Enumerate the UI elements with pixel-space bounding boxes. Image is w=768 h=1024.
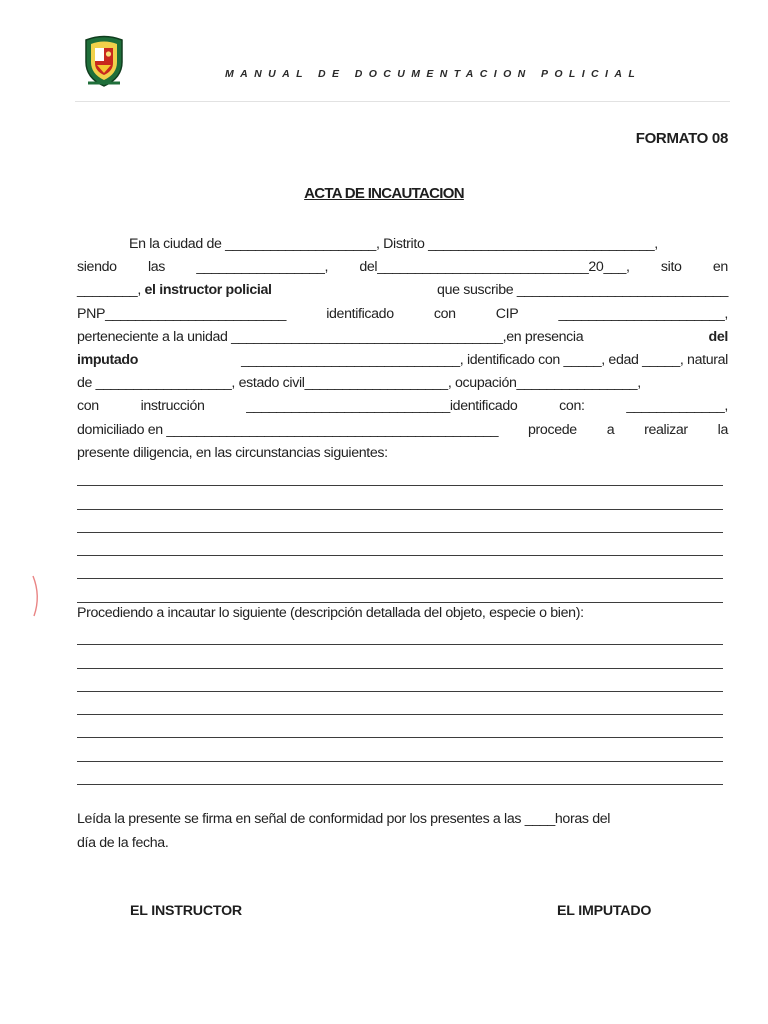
line-segment bbox=[77, 279, 272, 302]
police-emblem bbox=[82, 34, 126, 88]
body-line bbox=[77, 395, 728, 418]
line-word: _________________, bbox=[196, 259, 329, 276]
line-word: que suscribe ____________________________ bbox=[437, 282, 728, 299]
body-line bbox=[77, 349, 728, 372]
signature-imputado: EL IMPUTADO bbox=[557, 903, 652, 919]
blank-line bbox=[77, 645, 723, 668]
page-header bbox=[80, 32, 730, 102]
line-word: ___________________________identificado bbox=[246, 398, 518, 415]
margin-mark bbox=[30, 574, 42, 618]
line-word: perteneciente a la unidad ____________________________________,en presencia bbox=[77, 328, 584, 345]
closing-line-2: día de la fecha. bbox=[77, 835, 169, 851]
line-word: realizar bbox=[644, 421, 688, 438]
body-line bbox=[77, 419, 728, 442]
line-word: con bbox=[77, 398, 99, 415]
blank-line bbox=[77, 669, 723, 692]
line-word: ________, bbox=[77, 282, 145, 299]
line-text: de __________________, estado civil___________________, ocupación________________, bbox=[77, 375, 641, 392]
header-divider bbox=[75, 101, 730, 102]
body-line bbox=[77, 442, 728, 465]
closing-line-1: Leída la presente se firma en señal de conformidad por los presentes a las ____horas del bbox=[77, 811, 611, 827]
body-line bbox=[77, 303, 728, 326]
line-word: del____________________________20___, bbox=[359, 259, 630, 276]
blank-line bbox=[77, 463, 723, 486]
line-word: identificado bbox=[326, 305, 394, 322]
line-word: procede bbox=[528, 421, 577, 438]
blank-line bbox=[77, 533, 723, 556]
blank-line bbox=[77, 579, 723, 602]
line-word: a bbox=[606, 421, 615, 438]
blank-line bbox=[77, 622, 723, 645]
format-number: FORMATO 08 bbox=[635, 130, 728, 147]
blank-line bbox=[77, 715, 723, 738]
blank-line bbox=[77, 762, 723, 785]
body-line bbox=[77, 326, 728, 349]
line-word: en bbox=[712, 259, 728, 276]
line-word: instrucción bbox=[140, 398, 205, 415]
document-title: ACTA DE INCAUTACION bbox=[304, 185, 464, 202]
manual-title: MANUAL DE DOCUMENTACION POLICIAL bbox=[225, 68, 642, 80]
body-line bbox=[77, 256, 728, 279]
line-word: domiciliado en ____________________________________________ bbox=[77, 421, 499, 438]
line-word: ______________________, bbox=[558, 305, 728, 322]
blank-line bbox=[77, 510, 723, 533]
seizure-intro: Procediendo a incautar lo siguiente (descripción detallada del objeto, especie o bien): bbox=[77, 605, 584, 621]
line-word: sito bbox=[660, 259, 682, 276]
blank-line bbox=[77, 738, 723, 761]
body-paragraph bbox=[77, 233, 728, 465]
blank-line bbox=[77, 692, 723, 715]
line-text: presente diligencia, en las circunstancias siguientes: bbox=[77, 444, 388, 461]
blank-line bbox=[77, 486, 723, 509]
line-word: del bbox=[708, 328, 728, 345]
line-word: la bbox=[717, 421, 728, 438]
body-line bbox=[77, 372, 728, 395]
circumstances-lines bbox=[77, 463, 723, 603]
blank-line bbox=[77, 556, 723, 579]
line-word: con bbox=[433, 305, 456, 322]
body-line bbox=[77, 233, 728, 256]
line-word: _____________, bbox=[626, 398, 728, 415]
line-word: las bbox=[147, 259, 166, 276]
seizure-lines bbox=[77, 622, 723, 785]
line-word: PNP________________________ bbox=[77, 305, 287, 322]
imputado-label: imputado bbox=[77, 351, 139, 368]
line-word: siendo bbox=[77, 259, 117, 276]
instructor-label: el instructor policial bbox=[144, 282, 272, 299]
body-line bbox=[77, 279, 728, 302]
line-text: En la ciudad de ____________________, Distrito ______________________________, bbox=[129, 236, 658, 252]
line-word: CIP bbox=[495, 305, 519, 322]
line-word: con: bbox=[559, 398, 585, 415]
line-word: _____________________________, identificado con _____, edad _____, natural bbox=[241, 351, 728, 368]
signature-instructor: EL INSTRUCTOR bbox=[130, 903, 242, 919]
